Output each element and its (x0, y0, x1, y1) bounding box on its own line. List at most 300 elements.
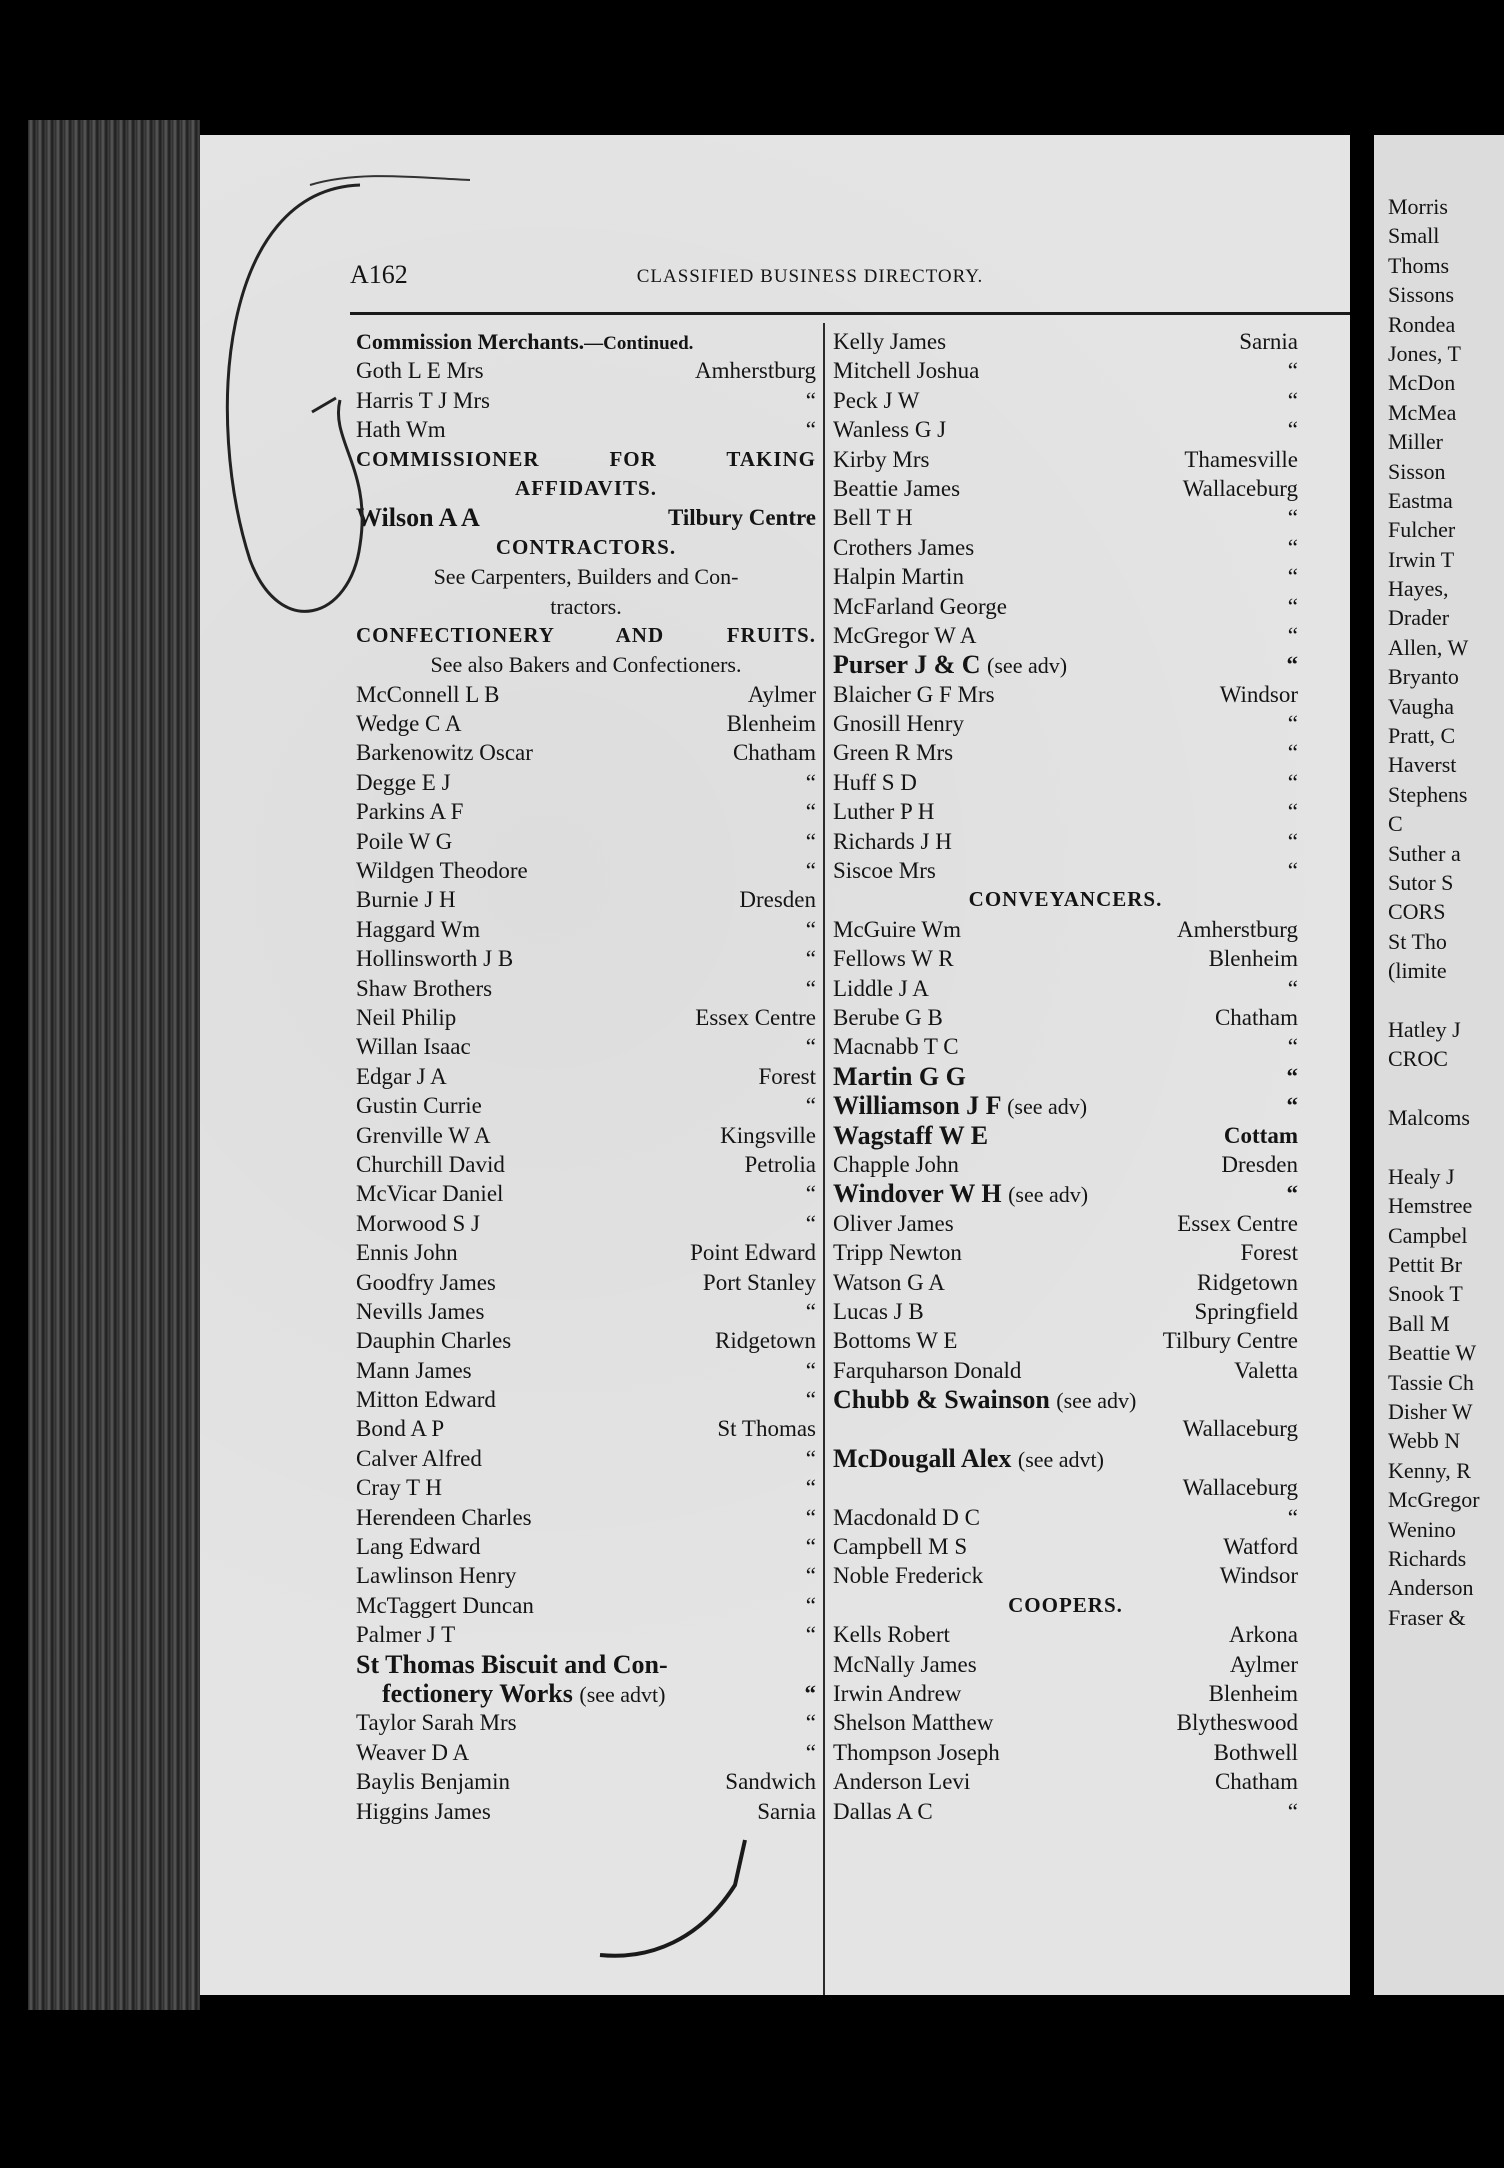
entry-place: “ (1287, 505, 1298, 531)
listing-entry (356, 944, 816, 973)
entry-place: “ (805, 975, 816, 1001)
edge-line: McDon (1388, 370, 1456, 396)
listing-entry (833, 680, 1298, 709)
entry-name-text: Oliver James (833, 1210, 954, 1236)
entry-place: “ (805, 1592, 816, 1618)
entry-place: Chatham (1214, 1769, 1298, 1795)
edge-line: Sissons (1388, 282, 1455, 308)
header-rule (350, 312, 1350, 315)
listing-entry-bold (833, 1091, 1298, 1120)
edge-line: Allen, W (1388, 634, 1469, 660)
entry-name-text: McConnell L B (356, 681, 500, 707)
listing-entry (356, 915, 816, 944)
entry-name-text: Anderson Levi (833, 1769, 971, 1795)
entry-name (356, 1032, 471, 1061)
listing-entry (356, 856, 816, 885)
listing-entry (356, 1326, 816, 1355)
edge-line: St Tho (1388, 928, 1447, 954)
section-heading: CONVEYANCERS. (968, 887, 1163, 912)
listing-entry (833, 1297, 1298, 1326)
entry-name (833, 1209, 954, 1238)
entry-name-text: Lang Edward (356, 1534, 481, 1560)
entry-place: Amherstburg (1177, 916, 1298, 942)
entry-name-text: Wanless G J (833, 417, 947, 443)
edge-line: Campbel (1388, 1222, 1468, 1248)
entry-name-text: Tripp Newton (833, 1240, 962, 1266)
entry-place: “ (805, 769, 816, 795)
edge-line: Fulcher (1388, 517, 1456, 543)
entry-name-text: Poile W G (356, 828, 453, 854)
listing-entry (833, 797, 1298, 826)
edge-line: McMea (1388, 399, 1457, 425)
entry-name-text: Luther P H (833, 799, 935, 825)
entry-name (382, 1679, 666, 1709)
listing-entry-bold (356, 1650, 816, 1679)
listing-entry (356, 1414, 816, 1443)
listing-entry (356, 386, 816, 415)
entry-place: Thamesville (1184, 446, 1298, 472)
listing-entry (356, 738, 816, 767)
edge-line: Rondea (1388, 311, 1456, 337)
entry-name (356, 1444, 482, 1473)
listing-entry (356, 827, 816, 856)
section-heading: CONFECTIONERY AND FRUITS. (356, 622, 816, 647)
entry-name-text: Churchill David (356, 1151, 505, 1177)
entry-name-text: Watson G A (833, 1269, 945, 1295)
listing-entry (356, 709, 816, 738)
entry-name-text: Hollinsworth J B (356, 946, 514, 972)
listing-entry (356, 1297, 816, 1326)
listing-entry (833, 738, 1298, 767)
listing-entry (356, 1091, 816, 1120)
entry-place: “ (805, 1622, 816, 1648)
entry-name (833, 1620, 950, 1649)
listing-entry-bold (833, 1179, 1298, 1208)
listing-entry (356, 1238, 816, 1267)
listing-entry (833, 562, 1298, 591)
entry-name-text: Grenville W A (356, 1122, 491, 1148)
entry-name-text: Calver Alfred (356, 1445, 482, 1471)
directory-page (200, 135, 1350, 1995)
entry-name-text: Kelly James (833, 329, 947, 354)
edge-line: Pratt, C (1388, 723, 1456, 749)
entry-place: “ (1287, 740, 1298, 766)
entry-place: “ (1287, 417, 1298, 443)
entry-name-text: Chubb & Swainson (833, 1385, 1050, 1415)
entry-name-text: Wildgen Theodore (356, 858, 528, 884)
entry-place: Chatham (732, 740, 816, 766)
entry-place: Kingsville (720, 1122, 816, 1148)
listing-entry (833, 1032, 1298, 1061)
entry-name (356, 1532, 481, 1561)
listing-entry (356, 1032, 816, 1061)
entry-place: “ (1286, 1181, 1298, 1207)
entry-name-text: McGuire Wm (833, 916, 961, 942)
entry-place: Ridgetown (715, 1328, 816, 1354)
listing-entry (833, 1797, 1298, 1826)
entry-place: “ (805, 799, 816, 825)
entry-name-text: Fellows W R (833, 946, 954, 972)
entry-place: “ (805, 916, 816, 942)
entry-place: “ (1287, 593, 1298, 619)
entry-name-text: Cray T H (356, 1475, 443, 1501)
entry-place: Forest (1240, 1240, 1298, 1266)
entry-name (833, 1767, 970, 1796)
entry-place: “ (1287, 975, 1298, 1001)
entry-name-text: Bell T H (833, 505, 913, 531)
entry-place: Blenheim (1208, 1680, 1298, 1706)
entry-name (833, 1797, 933, 1826)
edge-line: Drader (1388, 605, 1450, 631)
listing-entry-bold (833, 1121, 1298, 1150)
entry-name (833, 1150, 959, 1179)
entry-place: “ (1287, 858, 1298, 884)
entry-place: “ (805, 1298, 816, 1324)
entry-place: Blytheswood (1176, 1710, 1298, 1736)
entry-name (356, 885, 456, 914)
entry-name-text: Gustin Currie (356, 1093, 482, 1119)
entry-name-text: Morwood S J (356, 1210, 480, 1236)
left-column (356, 327, 816, 1826)
entry-name (833, 1268, 945, 1297)
entry-place: Tilbury Centre (1162, 1328, 1298, 1354)
listing-entry (356, 1444, 816, 1473)
entry-place: Valetta (1234, 1357, 1298, 1383)
entry-name-text: Crothers James (833, 534, 975, 560)
edge-line: McGregor (1388, 1487, 1480, 1513)
see-also-note: See also Bakers and Confectioners. (430, 652, 742, 678)
entry-name (833, 827, 952, 856)
listing-entry (356, 885, 816, 914)
listing-entry (833, 1532, 1298, 1561)
edge-line: Vaugha (1388, 693, 1454, 719)
entry-name-text: Macdonald D C (833, 1504, 980, 1530)
entry-place: “ (805, 1534, 816, 1560)
entry-place: Chatham (1214, 1004, 1298, 1030)
entry-place: Wallaceburg (1182, 1416, 1298, 1442)
entry-name (356, 415, 446, 444)
entry-name (356, 1356, 472, 1385)
entry-name (833, 386, 919, 415)
entry-place: “ (805, 1563, 816, 1589)
entry-name (833, 1062, 966, 1091)
advert-note: (see adv) (1007, 1094, 1088, 1120)
listing-entry (833, 944, 1298, 973)
edge-line: C (1388, 811, 1403, 837)
entry-name-text: Bottoms W E (833, 1328, 958, 1354)
entry-name (356, 1561, 516, 1590)
entry-name (833, 797, 934, 826)
entry-place: “ (1287, 387, 1298, 413)
section-heading: COMMISSIONER FOR TAKING (356, 446, 816, 471)
entry-place: “ (805, 1475, 816, 1501)
entry-name-text: Richards J H (833, 828, 952, 854)
entry-place: Port Stanley (702, 1269, 816, 1295)
entry-name-text: Edgar J A (356, 1063, 447, 1089)
listing-entry (356, 1797, 816, 1826)
entry-place: “ (1287, 799, 1298, 825)
listing-entry (833, 856, 1298, 885)
listing-entry (833, 1238, 1298, 1267)
entry-name (356, 915, 480, 944)
edge-line: Eastma (1388, 487, 1453, 513)
entry-name (833, 856, 936, 885)
listing-entry (356, 1150, 816, 1179)
entry-place: Bothwell (1213, 1739, 1298, 1765)
listing-entry (833, 1209, 1298, 1238)
edge-line: Hayes, (1388, 576, 1449, 602)
entry-name-text: Mann James (356, 1357, 472, 1383)
entry-name-text: Purser J & C (833, 650, 981, 680)
entry-name (833, 592, 1007, 621)
listing-entry (356, 974, 816, 1003)
entry-name-text: Campbell M S (833, 1534, 968, 1560)
listing-entry (356, 1708, 816, 1737)
entry-place: “ (1287, 1798, 1298, 1824)
entry-name (833, 445, 929, 474)
entry-name-text: Bond A P (356, 1416, 445, 1442)
entry-place: “ (1287, 769, 1298, 795)
entry-name (833, 1679, 961, 1708)
edge-line: Sisson (1388, 458, 1446, 484)
listing-entry (833, 1003, 1298, 1032)
adjacent-page-text (1388, 192, 1504, 1632)
entry-name-text: Noble Frederick (833, 1563, 984, 1589)
listing-entry (356, 1532, 816, 1561)
see-also-note: tractors. (550, 593, 622, 619)
entry-name-text: Chapple John (833, 1151, 959, 1177)
listing-entry (356, 1473, 816, 1502)
entry-name-text: Liddle J A (833, 975, 929, 1001)
listing-entry-bold (356, 503, 816, 532)
entry-name (356, 827, 452, 856)
entry-place: “ (1286, 1093, 1298, 1119)
entry-name (356, 356, 484, 385)
entry-place: “ (1287, 711, 1298, 737)
edge-line: Kenny, R (1388, 1457, 1471, 1483)
entry-place: “ (805, 387, 816, 413)
entry-place: Watford (1223, 1534, 1298, 1560)
edge-line: Snook T (1388, 1281, 1463, 1307)
entry-place: Sarnia (1239, 329, 1298, 354)
entry-name (356, 1738, 469, 1767)
entry-name-text: fectionery Works (382, 1678, 573, 1708)
entry-name-text: Neil Philip (356, 1004, 457, 1030)
listing-entry (356, 1620, 816, 1649)
entry-place: Wallaceburg (1182, 475, 1298, 501)
edge-line: Hatley J (1388, 1016, 1461, 1042)
listing-entry (356, 680, 816, 709)
entry-place: Arkona (1229, 1622, 1298, 1648)
entry-name-text: Siscoe Mrs (833, 858, 936, 884)
entry-name (356, 1385, 496, 1414)
listing-entry-bold (833, 650, 1298, 679)
entry-place: Forest (758, 1063, 816, 1089)
edge-line: Hemstree (1388, 1193, 1473, 1219)
entry-name (356, 503, 480, 532)
entry-name-text: Degge E J (356, 769, 451, 795)
entry-name (833, 650, 1067, 680)
entry-name (833, 1650, 977, 1679)
entry-place: Essex Centre (695, 1004, 816, 1030)
entry-place: Cottam (1223, 1122, 1298, 1148)
entry-name (356, 1238, 458, 1267)
entry-place: “ (805, 1739, 816, 1765)
entry-name (833, 356, 979, 385)
section-heading: AFFIDAVITS. (515, 475, 657, 500)
entry-name (833, 738, 953, 767)
advert-note: (see adv) (1056, 1388, 1137, 1414)
entry-place: “ (805, 1093, 816, 1119)
entry-name (833, 709, 964, 738)
entry-name (833, 974, 929, 1003)
entry-name (833, 415, 946, 444)
entry-name (356, 797, 463, 826)
listing-entry (833, 1650, 1298, 1679)
entry-name (833, 1356, 1021, 1385)
entry-name (833, 768, 917, 797)
entry-name (833, 621, 977, 650)
listing-entry (833, 1767, 1298, 1796)
listing-entry (833, 1326, 1298, 1355)
entry-name-text: McNally James (833, 1651, 977, 1677)
entry-place: “ (805, 946, 816, 972)
edge-line: Wenino (1388, 1516, 1456, 1542)
entry-name-text: Wedge C A (356, 711, 462, 737)
entry-name-text: Parkins A F (356, 799, 464, 825)
listing-entry (833, 915, 1298, 944)
entry-name-text: Mitchell Joshua (833, 358, 980, 384)
edge-line: Pettit Br (1388, 1252, 1462, 1278)
entry-name (833, 944, 954, 973)
listing-entry (833, 503, 1298, 532)
entry-name (356, 1268, 496, 1297)
entry-place: “ (805, 1504, 816, 1530)
edge-line: Thoms (1388, 252, 1450, 278)
entry-name (833, 1532, 967, 1561)
entry-name-text: Nevills James (356, 1298, 485, 1324)
listing-entry (356, 797, 816, 826)
listing-entry (833, 974, 1298, 1003)
entry-place: “ (805, 1034, 816, 1060)
listing-entry (833, 1503, 1298, 1532)
right-column (833, 327, 1298, 1826)
entry-place: “ (1286, 1063, 1298, 1089)
entry-name (833, 327, 946, 356)
edge-line: Irwin T (1388, 546, 1455, 572)
entry-place: Aylmer (1229, 1651, 1298, 1677)
listing-entry-bold (356, 1679, 816, 1708)
section-heading-continued (356, 327, 816, 356)
entry-name-text: Berube G B (833, 1004, 943, 1030)
continued-note: —Continued. (584, 333, 694, 354)
entry-place: Sandwich (725, 1769, 816, 1795)
entry-name-text: Haggard Wm (356, 916, 481, 942)
entry-name-text: Shelson Matthew (833, 1710, 994, 1736)
entry-name (833, 1738, 1000, 1767)
advert-note: (see advt) (1017, 1446, 1104, 1472)
entry-name-text: Lucas J B (833, 1298, 924, 1324)
entry-place: Blenheim (726, 711, 816, 737)
edge-line: Sutor S (1388, 869, 1454, 895)
entry-name (833, 1297, 924, 1326)
see-also-note: See Carpenters, Builders and Con- (433, 564, 739, 590)
edge-line: Healy J (1388, 1163, 1455, 1189)
edge-line: Anderson (1388, 1575, 1474, 1601)
entry-name (356, 1797, 491, 1826)
listing-entry (833, 1268, 1298, 1297)
section-heading: CONTRACTORS. (495, 534, 677, 559)
page-number: A162 (350, 260, 408, 289)
entry-place: “ (1286, 652, 1298, 678)
entry-name (356, 974, 492, 1003)
edge-line: Miller (1388, 429, 1443, 455)
entry-name-text: Mitton Edward (356, 1387, 496, 1413)
entry-name (356, 1620, 455, 1649)
edge-line (1388, 1133, 1504, 1162)
book-spine-edge (28, 120, 200, 2010)
edge-line (1388, 1074, 1504, 1103)
advert-note: (see adv) (987, 653, 1068, 679)
page-header (350, 260, 1350, 300)
listing-entry (833, 1356, 1298, 1385)
edge-line: Bryanto (1388, 664, 1459, 690)
entry-place: Point Edward (690, 1240, 816, 1266)
entry-name-text: Peck J W (833, 387, 920, 413)
entry-name-text: Wilson A A (356, 503, 480, 533)
entry-name-text: Baylis Benjamin (356, 1769, 510, 1795)
listing-entry (833, 1679, 1298, 1708)
entry-name-text: Ennis John (356, 1240, 458, 1266)
edge-line: CROC (1388, 1046, 1448, 1072)
edge-line: Disher W (1388, 1399, 1473, 1425)
entry-name (356, 709, 461, 738)
entry-name (356, 1767, 510, 1796)
listing-entry (833, 768, 1298, 797)
entry-name (833, 1032, 959, 1061)
listing-entry (833, 1150, 1298, 1179)
entry-name-text: Williamson J F (833, 1091, 1001, 1121)
listing-entry (356, 1121, 816, 1150)
edge-line: Ball M (1388, 1310, 1450, 1336)
entry-name-text: Barkenowitz Oscar (356, 740, 533, 766)
entry-name-text: Wagstaff W E (833, 1120, 989, 1150)
column-divider (823, 323, 825, 1995)
entry-name (356, 1326, 511, 1355)
entry-name-text: McTaggert Duncan (356, 1592, 534, 1618)
listing-entry (833, 356, 1298, 385)
entry-name (356, 1003, 456, 1032)
listing-entry (356, 415, 816, 444)
entry-place: Petrolia (744, 1151, 816, 1177)
listing-entry (833, 1473, 1298, 1502)
listing-entry (833, 621, 1298, 650)
edge-line: Fraser & (1388, 1604, 1466, 1630)
entry-place: Windsor (1219, 1563, 1298, 1589)
entry-name-text: Halpin Martin (833, 564, 964, 590)
entry-name (356, 1121, 491, 1150)
entry-name (833, 503, 913, 532)
entry-name-text: Lawlinson Henry (356, 1563, 517, 1589)
entry-name (833, 474, 960, 503)
entry-place: Tilbury Centre (667, 505, 816, 531)
entry-name (356, 1650, 668, 1679)
entry-name-text: Weaver D A (356, 1739, 470, 1765)
entry-place: Wallaceburg (1182, 1475, 1298, 1501)
listing-entry (833, 533, 1298, 562)
entry-place: “ (805, 1357, 816, 1383)
edge-line: Haverst (1388, 752, 1457, 778)
